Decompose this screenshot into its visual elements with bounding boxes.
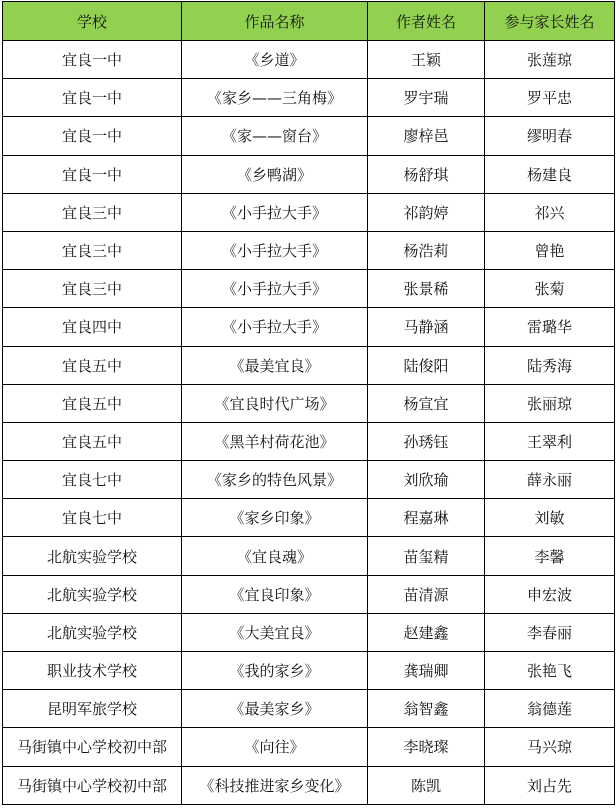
header-row bbox=[3, 2, 615, 41]
cell-author-name: 杨舒琪 bbox=[368, 155, 485, 193]
table-row bbox=[3, 155, 615, 193]
cell-school: 宜良五中 bbox=[3, 422, 182, 460]
cell-author-name: 孙琇钰 bbox=[368, 422, 485, 460]
cell-parent-name: 张莲琼 bbox=[485, 41, 615, 79]
cell-author-name: 陆俊阳 bbox=[368, 346, 485, 384]
cell-work-title: 《我的家乡》 bbox=[182, 652, 368, 690]
cell-parent-name: 张菊 bbox=[485, 270, 615, 308]
cell-school: 宜良三中 bbox=[3, 270, 182, 308]
cell-author-name: 张景稀 bbox=[368, 270, 485, 308]
table-row bbox=[3, 346, 615, 384]
cell-school: 宜良七中 bbox=[3, 461, 182, 499]
cell-parent-name: 陆秀海 bbox=[485, 346, 615, 384]
cell-work-title: 《家乡的特色风景》 bbox=[182, 461, 368, 499]
cell-author-name: 苗清源 bbox=[368, 575, 485, 613]
table-row bbox=[3, 613, 615, 651]
cell-school: 北航实验学校 bbox=[3, 537, 182, 575]
cell-school: 北航实验学校 bbox=[3, 575, 182, 613]
cell-work-title: 《小手拉大手》 bbox=[182, 270, 368, 308]
table-row bbox=[3, 384, 615, 422]
cell-work-title: 《大美宜良》 bbox=[182, 613, 368, 651]
cell-author-name: 廖梓邑 bbox=[368, 117, 485, 155]
cell-parent-name: 刘敏 bbox=[485, 499, 615, 537]
header-author-name: 作者姓名 bbox=[368, 2, 485, 41]
cell-work-title: 《家——窗台》 bbox=[182, 117, 368, 155]
cell-parent-name: 马兴琼 bbox=[485, 728, 615, 766]
cell-author-name: 赵建鑫 bbox=[368, 613, 485, 651]
cell-author-name: 马静涵 bbox=[368, 308, 485, 346]
cell-parent-name: 薛永丽 bbox=[485, 461, 615, 499]
cell-school: 宜良一中 bbox=[3, 155, 182, 193]
cell-work-title: 《家乡印象》 bbox=[182, 499, 368, 537]
cell-work-title: 《宜良印象》 bbox=[182, 575, 368, 613]
table-row bbox=[3, 193, 615, 231]
cell-author-name: 苗玺精 bbox=[368, 537, 485, 575]
cell-parent-name: 杨建良 bbox=[485, 155, 615, 193]
cell-author-name: 罗宇瑞 bbox=[368, 79, 485, 117]
cell-school: 马街镇中心学校初中部 bbox=[3, 728, 182, 766]
cell-work-title: 《宜良时代广场》 bbox=[182, 384, 368, 422]
cell-school: 职业技术学校 bbox=[3, 652, 182, 690]
table-row bbox=[3, 270, 615, 308]
cell-parent-name: 缪明春 bbox=[485, 117, 615, 155]
cell-author-name: 刘欣瑜 bbox=[368, 461, 485, 499]
cell-parent-name: 李馨 bbox=[485, 537, 615, 575]
cell-work-title: 《黑羊村荷花池》 bbox=[182, 422, 368, 460]
cell-author-name: 杨宣宜 bbox=[368, 384, 485, 422]
cell-parent-name: 翁德莲 bbox=[485, 690, 615, 728]
cell-work-title: 《乡鸭湖》 bbox=[182, 155, 368, 193]
cell-school: 宜良五中 bbox=[3, 384, 182, 422]
cell-author-name: 杨浩莉 bbox=[368, 231, 485, 269]
table-row bbox=[3, 537, 615, 575]
cell-work-title: 《小手拉大手》 bbox=[182, 193, 368, 231]
cell-parent-name: 张艳飞 bbox=[485, 652, 615, 690]
cell-parent-name: 曾艳 bbox=[485, 231, 615, 269]
table-row bbox=[3, 422, 615, 460]
cell-author-name: 王颖 bbox=[368, 41, 485, 79]
cell-author-name: 翁智鑫 bbox=[368, 690, 485, 728]
table-row bbox=[3, 728, 615, 766]
cell-parent-name: 王翠利 bbox=[485, 422, 615, 460]
table-row bbox=[3, 117, 615, 155]
cell-work-title: 《小手拉大手》 bbox=[182, 308, 368, 346]
cell-school: 宜良三中 bbox=[3, 231, 182, 269]
cell-author-name: 陈凯 bbox=[368, 766, 485, 804]
participants-table bbox=[2, 1, 615, 805]
table-row bbox=[3, 690, 615, 728]
cell-parent-name: 祁兴 bbox=[485, 193, 615, 231]
header-parent-name: 参与家长姓名 bbox=[485, 2, 615, 41]
cell-work-title: 《乡道》 bbox=[182, 41, 368, 79]
cell-work-title: 《科技推进家乡变化》 bbox=[182, 766, 368, 804]
cell-work-title: 《最美家乡》 bbox=[182, 690, 368, 728]
cell-school: 宜良一中 bbox=[3, 41, 182, 79]
cell-school: 宜良三中 bbox=[3, 193, 182, 231]
table-row bbox=[3, 79, 615, 117]
table-row bbox=[3, 766, 615, 804]
table-row bbox=[3, 499, 615, 537]
cell-work-title: 《宜良魂》 bbox=[182, 537, 368, 575]
table-row bbox=[3, 308, 615, 346]
table-body bbox=[3, 41, 615, 805]
cell-work-title: 《家乡——三角梅》 bbox=[182, 79, 368, 117]
cell-parent-name: 张丽琼 bbox=[485, 384, 615, 422]
cell-parent-name: 刘占先 bbox=[485, 766, 615, 804]
cell-parent-name: 申宏波 bbox=[485, 575, 615, 613]
cell-author-name: 祁韵婷 bbox=[368, 193, 485, 231]
cell-school: 宜良五中 bbox=[3, 346, 182, 384]
table-row bbox=[3, 41, 615, 79]
cell-author-name: 程嘉琳 bbox=[368, 499, 485, 537]
cell-work-title: 《小手拉大手》 bbox=[182, 231, 368, 269]
cell-parent-name: 罗平忠 bbox=[485, 79, 615, 117]
cell-author-name: 李晓璨 bbox=[368, 728, 485, 766]
table-row bbox=[3, 461, 615, 499]
cell-school: 昆明军旅学校 bbox=[3, 690, 182, 728]
table-row bbox=[3, 575, 615, 613]
cell-school: 宜良七中 bbox=[3, 499, 182, 537]
cell-work-title: 《向往》 bbox=[182, 728, 368, 766]
header-work-title: 作品名称 bbox=[182, 2, 368, 41]
cell-school: 宜良一中 bbox=[3, 117, 182, 155]
cell-school: 宜良四中 bbox=[3, 308, 182, 346]
cell-parent-name: 雷璐华 bbox=[485, 308, 615, 346]
cell-author-name: 龚瑞卿 bbox=[368, 652, 485, 690]
header-school: 学校 bbox=[3, 2, 182, 41]
cell-school: 宜良一中 bbox=[3, 79, 182, 117]
table-row bbox=[3, 652, 615, 690]
cell-school: 北航实验学校 bbox=[3, 613, 182, 651]
cell-work-title: 《最美宜良》 bbox=[182, 346, 368, 384]
table-row bbox=[3, 231, 615, 269]
cell-school: 马街镇中心学校初中部 bbox=[3, 766, 182, 804]
cell-parent-name: 李春丽 bbox=[485, 613, 615, 651]
